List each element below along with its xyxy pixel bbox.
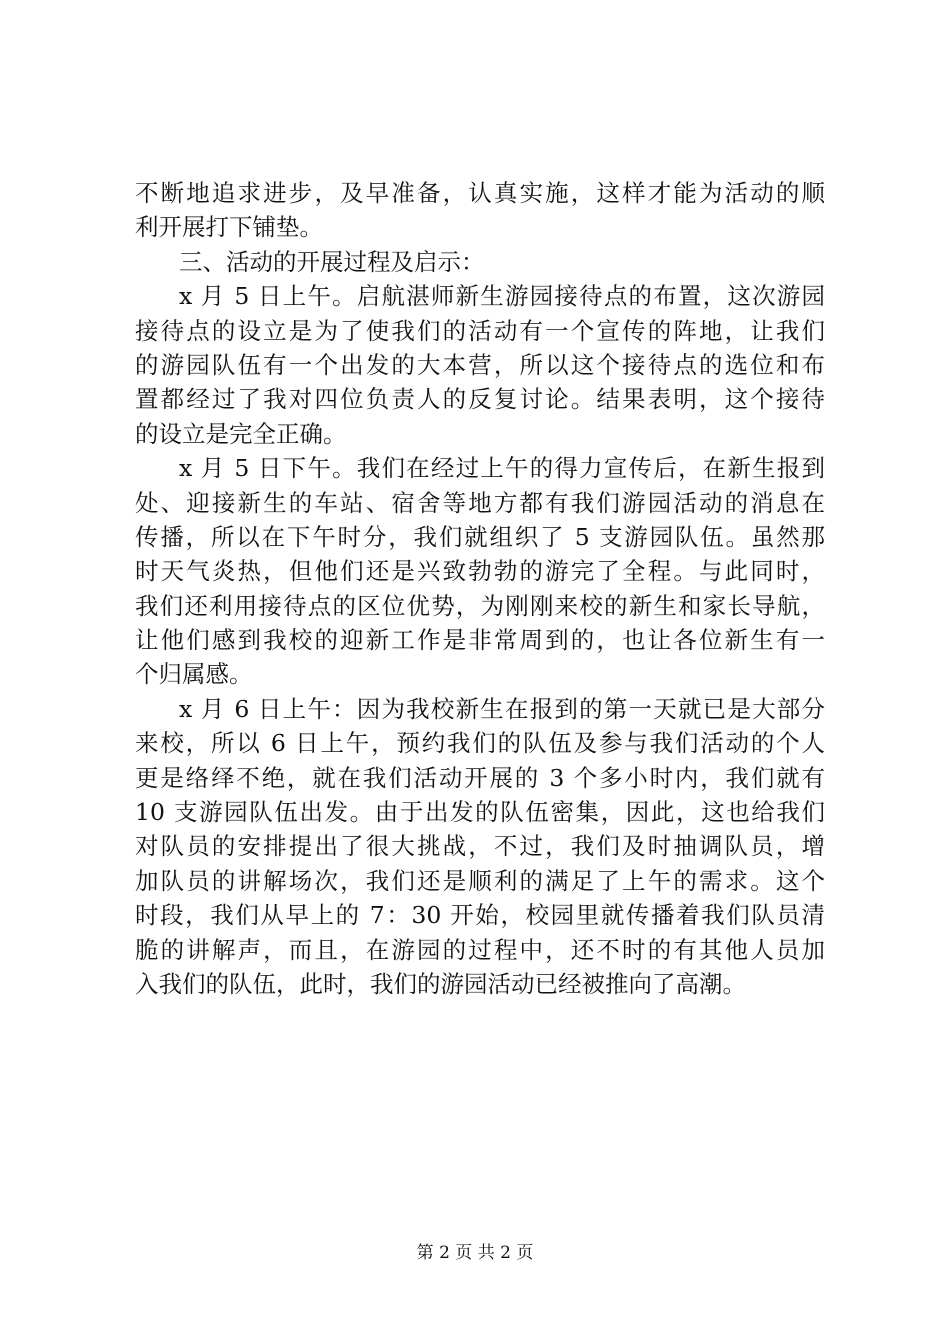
page-footer <box>0 1241 950 1265</box>
text-line: 利开展打下铺垫。 <box>135 213 323 242</box>
text-line: 传播，所以在下午时分，我们就组织了 5 支游园队伍。虽然那 <box>135 522 825 551</box>
text-line: x 月 5 日下午。我们在经过上午的得力宣传后，在新生报到 <box>179 454 825 483</box>
section-heading: 三、活动的开展过程及启示： <box>179 247 485 276</box>
text-line: 来校，所以 6 日上午，预约我们的队伍及参与我们活动的个人 <box>135 729 825 758</box>
text-line: 对队员的安排提出了很大挑战，不过，我们及时抽调队员，增 <box>135 832 825 861</box>
text-line: 不断地追求进步，及早准备，认真实施，这样才能为活动的顺 <box>135 179 825 207</box>
page-number: 第 2 页 共 2 页 <box>416 1243 534 1263</box>
text-line: 让他们感到我校的迎新工作是非常周到的，也让各位新生有一 <box>135 626 825 655</box>
text-line: 10 支游园队伍出发。由于出发的队伍密集，因此，这也给我们 <box>135 798 825 827</box>
text-line: 入我们的队伍，此时，我们的游园活动已经被推向了高潮。 <box>135 969 746 998</box>
text-line: 更是络绎不绝，就在我们活动开展的 3 个多小时内，我们就有 <box>135 763 825 792</box>
text-line: 加队员的讲解场次，我们还是顺利的满足了上午的需求。这个 <box>135 866 825 895</box>
text-line: 我们还利用接待点的区位优势，为刚刚来校的新生和家长导航， <box>135 591 825 620</box>
text-line: 脆的讲解声，而且，在游园的过程中，还不时的有其他人员加 <box>135 935 825 964</box>
text-line: 置都经过了我对四位负责人的反复讨论。结果表明，这个接待 <box>135 385 825 414</box>
text-line: 时天气炎热，但他们还是兴致勃勃的游完了全程。与此同时， <box>135 557 825 586</box>
text-line: 时段，我们从早上的 7：30 开始，校园里就传播着我们队员清 <box>135 901 825 930</box>
text-line: 的设立是完全正确。 <box>135 419 347 448</box>
text-line: x 月 6 日上午：因为我校新生在报到的第一天就已是大部分 <box>179 694 825 723</box>
document-body <box>135 176 825 1001</box>
text-line: 接待点的设立是为了使我们的活动有一个宣传的阵地，让我们 <box>135 316 825 345</box>
text-line: x 月 5 日上午。启航湛师新生游园接待点的布置，这次游园 <box>179 282 825 311</box>
text-line: 的游园队伍有一个出发的大本营，所以这个接待点的选位和布 <box>135 350 825 379</box>
text-line: 个归属感。 <box>135 660 253 689</box>
text-line: 处、迎接新生的车站、宿舍等地方都有我们游园活动的消息在 <box>135 488 825 517</box>
